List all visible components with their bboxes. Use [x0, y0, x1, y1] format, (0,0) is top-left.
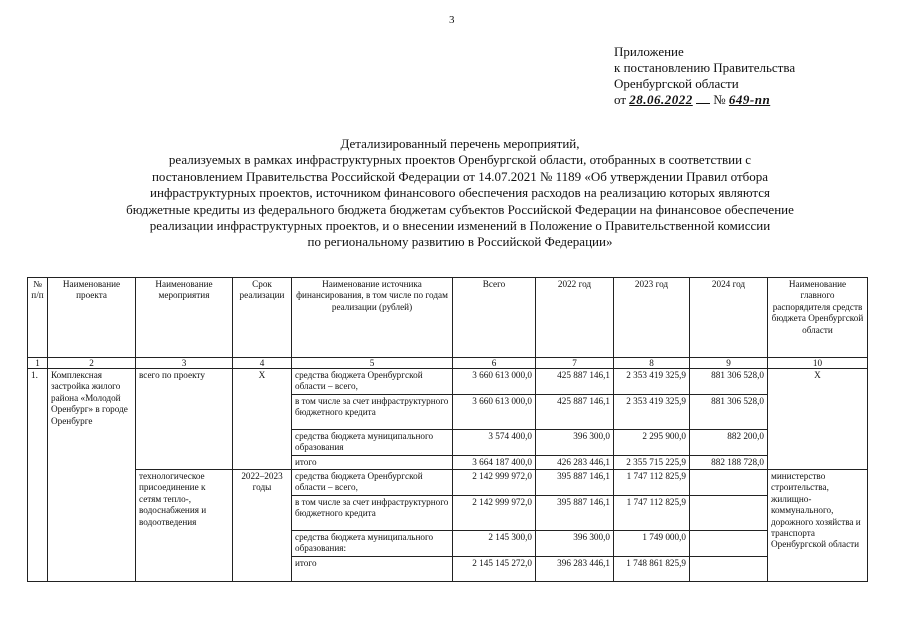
y2023-cell: 1 747 112 825,9	[614, 495, 690, 530]
column-number: 2	[48, 358, 136, 369]
appendix-date-line	[614, 92, 795, 108]
page-number: 3	[449, 14, 455, 26]
y2023-cell: 2 353 419 325,9	[614, 394, 690, 429]
column-number: 7	[536, 358, 614, 369]
decree-number: 649-пп	[728, 92, 771, 107]
activity-name: всего по проекту	[136, 369, 233, 470]
header-cell: 2023 год	[614, 278, 690, 358]
total-cell: 3 660 613 000,0	[453, 394, 536, 429]
y2022-cell: 395 887 146,1	[536, 470, 614, 496]
total-cell: 3 664 187 400,0	[453, 455, 536, 469]
title-line: бюджетные кредиты из федерального бюджета бюджетам субъектов Российской Федерации на финансовое обеспечение	[126, 201, 794, 217]
total-cell: 2 145 300,0	[453, 530, 536, 556]
y2023-cell: 1 748 861 825,9	[614, 556, 690, 581]
y2024-cell: 881 306 528,0	[690, 394, 768, 429]
total-cell: 2 142 999 972,0	[453, 495, 536, 530]
source-cell: в том числе за счет инфраструктурного бюджетного кредита	[292, 394, 453, 429]
y2023-cell: 2 295 900,0	[614, 429, 690, 455]
y2022-cell: 425 887 146,1	[536, 369, 614, 395]
header-cell: Наименование мероприятия	[136, 278, 233, 358]
y2024-cell	[690, 530, 768, 556]
source-cell: средства бюджета Оренбургской области – всего,	[292, 470, 453, 496]
header-row	[28, 278, 868, 358]
y2022-cell: 426 283 446,1	[536, 455, 614, 469]
y2023-cell: 2 353 419 325,9	[614, 369, 690, 395]
column-number: 1	[28, 358, 48, 369]
table-row	[28, 369, 868, 395]
column-number: 3	[136, 358, 233, 369]
table-row	[28, 470, 868, 496]
title-line: по региональному развитию в Российской Федерации»	[307, 234, 613, 250]
y2024-cell: 882 188 728,0	[690, 455, 768, 469]
appendix-line-1: Приложение	[614, 44, 684, 59]
total-cell: 3 660 613 000,0	[453, 369, 536, 395]
y2022-cell: 395 887 146,1	[536, 495, 614, 530]
y2023-cell: 2 355 715 225,9	[614, 455, 690, 469]
y2024-cell	[690, 470, 768, 496]
date-underline	[696, 103, 710, 104]
header-cell: 2022 год	[536, 278, 614, 358]
date-prefix: от	[614, 92, 627, 107]
title-line: реализуемых в рамках инфраструктурных проектов Оренбургской области, отобранных в соответствии с	[168, 152, 752, 168]
source-cell: средства бюджета Оренбургской области – всего,	[292, 369, 453, 395]
header-cell: № п/п	[28, 278, 48, 358]
column-number: 9	[690, 358, 768, 369]
source-cell: в том числе за счет инфраструктурного бюджетного кредита	[292, 495, 453, 530]
title-line: реализации инфраструктурных проектов, и о внесении изменений в Положение о Правительственной комиссии	[149, 218, 771, 234]
term-cell: 2022–2023 годы	[233, 470, 292, 582]
document-title	[40, 136, 880, 251]
header-cell: 2024 год	[690, 278, 768, 358]
y2024-cell	[690, 495, 768, 530]
activity-name: технологическое присоединение к сетям тепло-, водоснабжения и водоотведения	[136, 470, 233, 582]
manager-cell: Х	[768, 369, 868, 470]
appendix-block	[614, 44, 795, 108]
appendix-line-3: Оренбургской области	[614, 76, 739, 91]
row-number: 1.	[28, 369, 48, 582]
header-cell: Наименование проекта	[48, 278, 136, 358]
y2022-cell: 425 887 146,1	[536, 394, 614, 429]
column-number: 5	[292, 358, 453, 369]
total-cell: 2 142 999 972,0	[453, 470, 536, 496]
header-cell: Наименование источника финансирования, в том числе по годам реализации (рублей)	[292, 278, 453, 358]
total-cell: 2 145 145 272,0	[453, 556, 536, 581]
y2024-cell: 882 200,0	[690, 429, 768, 455]
source-cell: средства бюджета муниципального образования	[292, 429, 453, 455]
column-number-row	[28, 358, 868, 369]
financing-table	[27, 277, 868, 582]
header-cell: Всего	[453, 278, 536, 358]
source-cell: средства бюджета муниципального образования:	[292, 530, 453, 556]
header-cell: Наименование главного распорядителя средств бюджета Оренбургской области	[768, 278, 868, 358]
title-line: постановлением Правительства Российской Федерации от 14.07.2021 № 1189 «Об утверждении Правил отбора	[151, 168, 769, 184]
column-number: 4	[233, 358, 292, 369]
source-cell: итого	[292, 556, 453, 581]
total-cell: 3 574 400,0	[453, 429, 536, 455]
manager-cell: министерство строительства, жилищно-коммунального, дорожного хозяйства и транспорта Оренбургской области	[768, 470, 868, 582]
y2024-cell: 881 306 528,0	[690, 369, 768, 395]
title-line: Детализированный перечень мероприятий,	[340, 136, 580, 151]
y2022-cell: 396 300,0	[536, 429, 614, 455]
appendix-line-2: к постановлению Правительства	[614, 60, 796, 75]
term-cell: Х	[233, 369, 292, 470]
header-cell: Срок реализации	[233, 278, 292, 358]
column-number: 8	[614, 358, 690, 369]
column-number: 6	[453, 358, 536, 369]
y2023-cell: 1 747 112 825,9	[614, 470, 690, 496]
source-cell: итого	[292, 455, 453, 469]
y2022-cell: 396 283 446,1	[536, 556, 614, 581]
y2023-cell: 1 749 000,0	[614, 530, 690, 556]
decree-date: 28.06.2022	[629, 92, 693, 107]
y2022-cell: 396 300,0	[536, 530, 614, 556]
y2024-cell	[690, 556, 768, 581]
title-line: инфраструктурных проектов, источником финансового обеспечения расходов на реализацию которых являются	[150, 185, 770, 201]
project-name: Комплексная застройка жилого района «Молодой Оренбург» в городе Оренбурге	[48, 369, 136, 582]
column-number: 10	[768, 358, 868, 369]
number-sign: №	[713, 92, 726, 107]
